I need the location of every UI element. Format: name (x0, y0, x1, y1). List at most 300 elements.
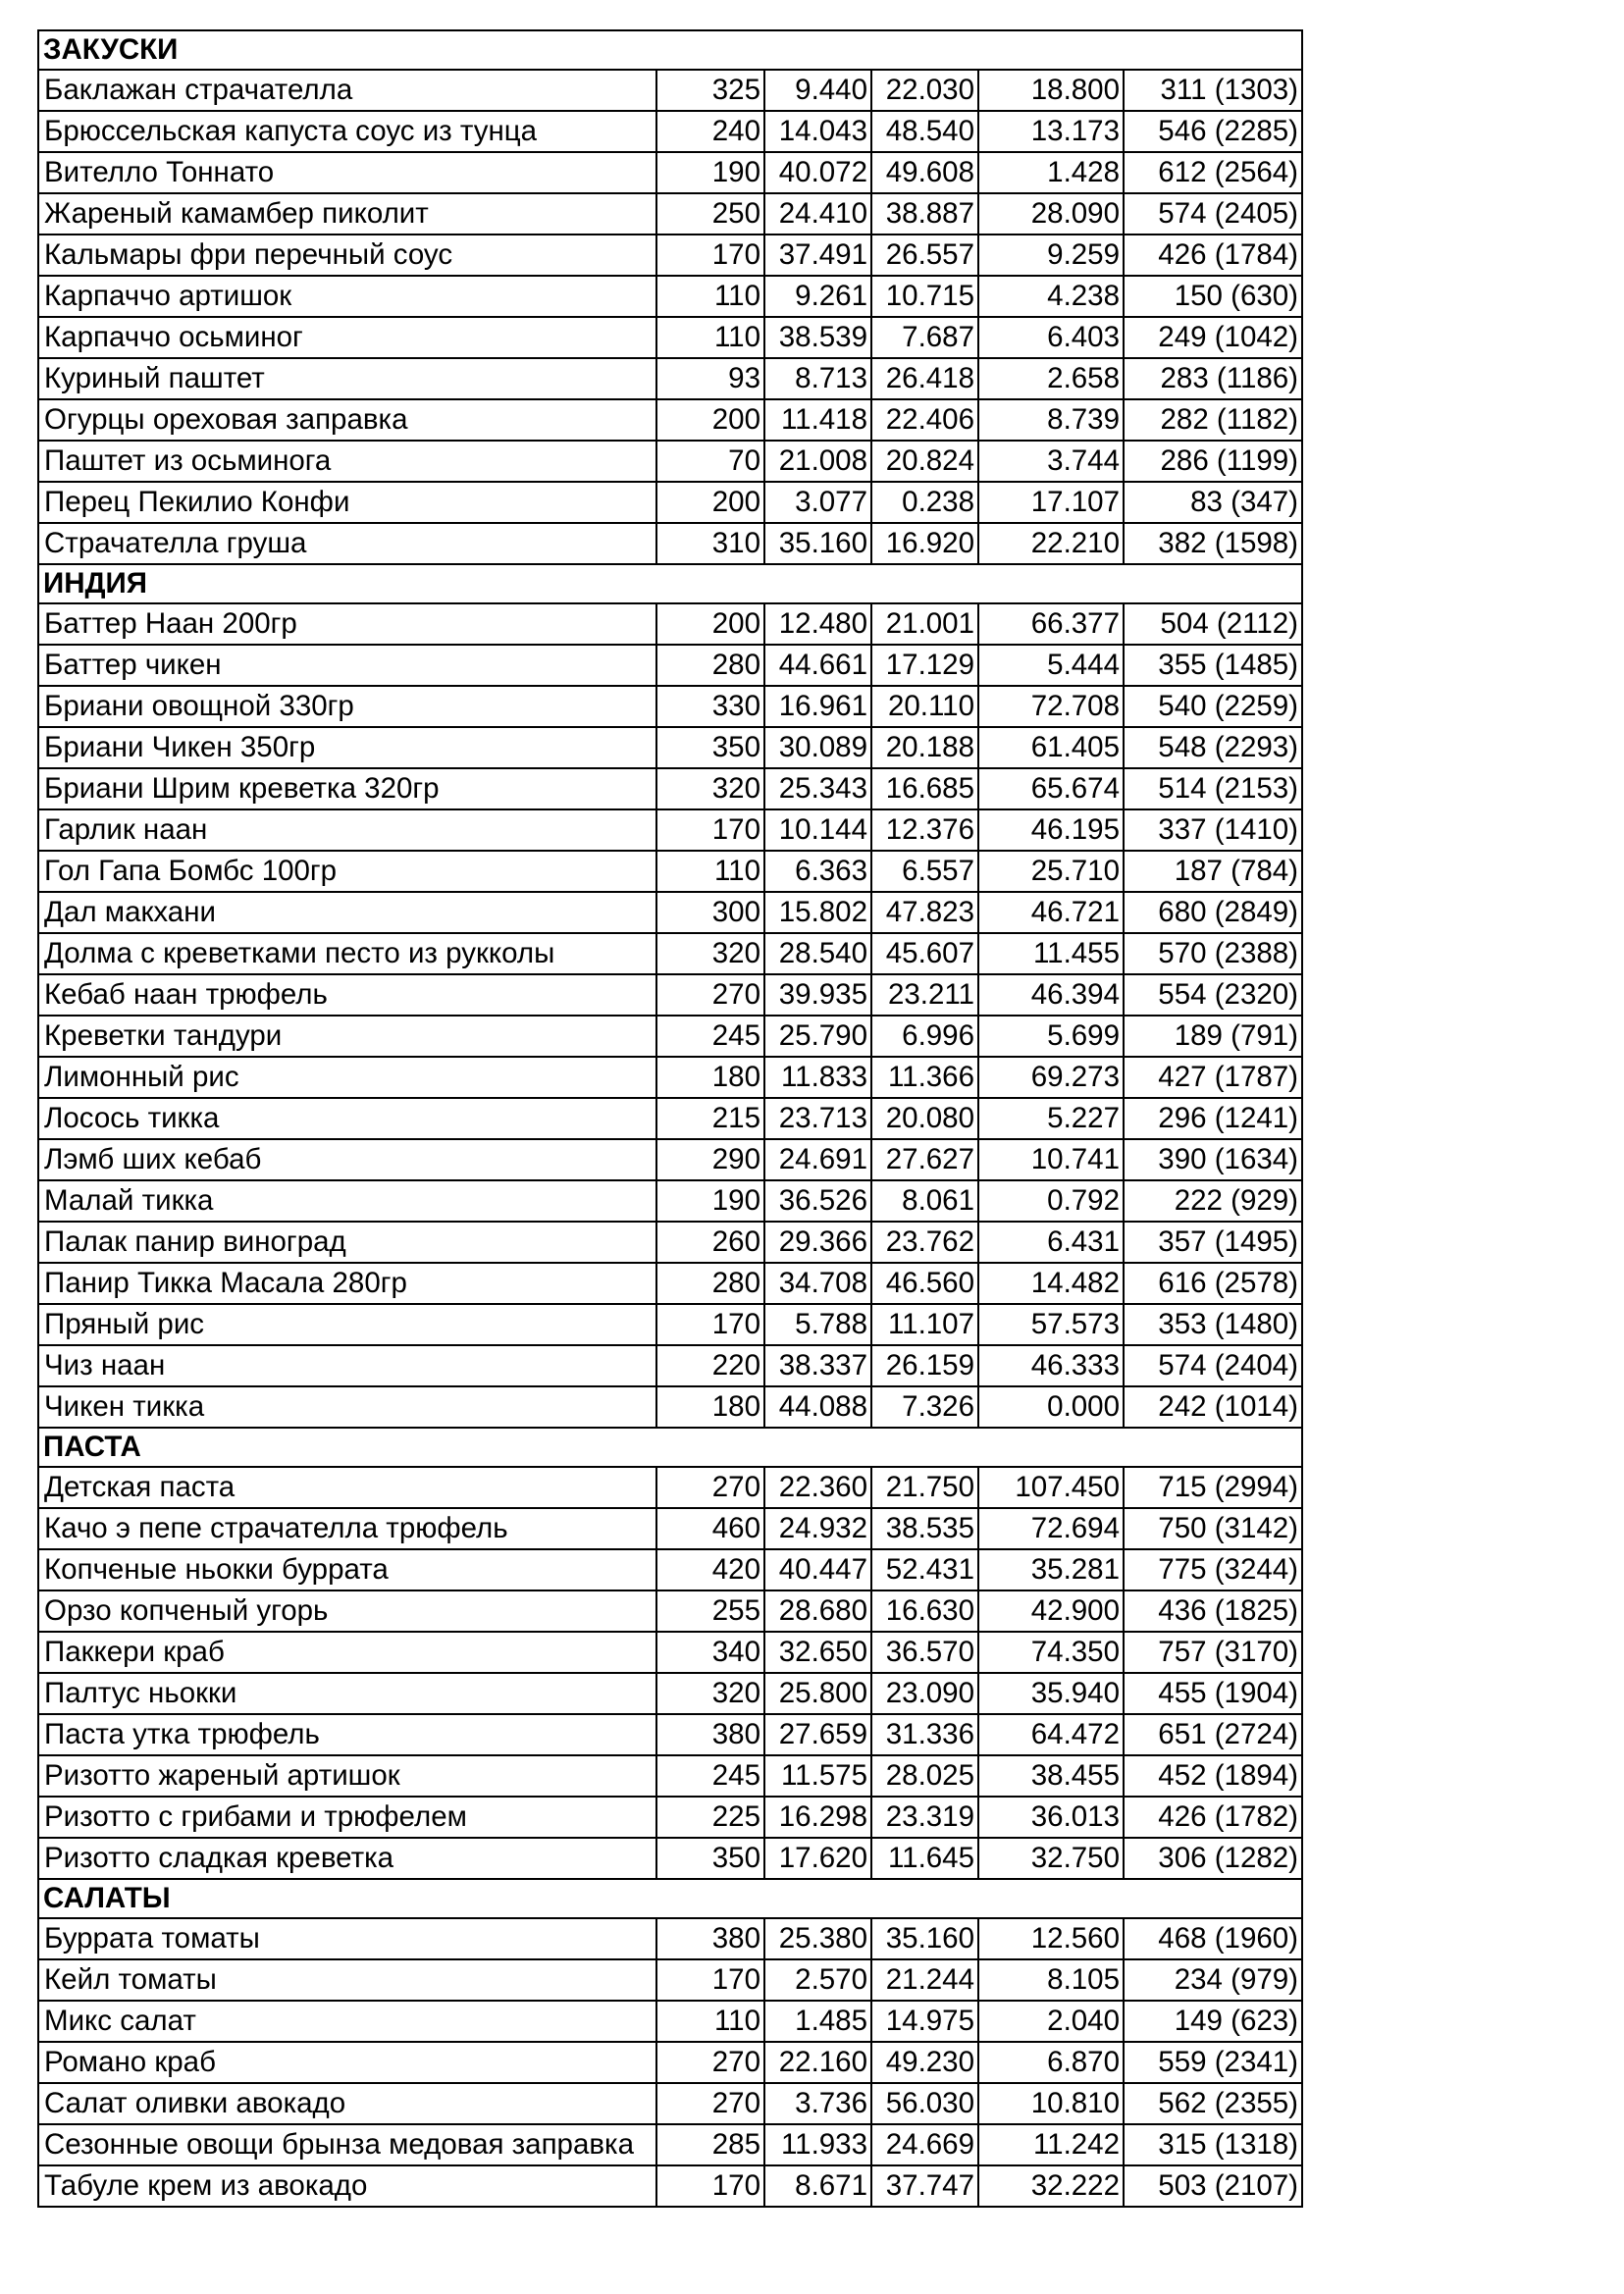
cell-carbs: 35.281 (978, 1549, 1124, 1590)
cell-protein: 25.343 (764, 768, 871, 809)
cell-name: Бриани Шрим креветка 320гр (38, 768, 656, 809)
cell-carbs: 13.173 (978, 111, 1124, 152)
table-row (38, 317, 1302, 358)
cell-name: Лэмб ших кебаб (38, 1139, 656, 1180)
cell-name: Баклажан страчателла (38, 70, 656, 111)
cell-kcal: 83 (347) (1124, 482, 1302, 523)
cell-kcal: 757 (3170) (1124, 1632, 1302, 1673)
cell-fat: 8.061 (871, 1180, 978, 1222)
cell-protein: 24.932 (764, 1508, 871, 1549)
cell-fat: 23.762 (871, 1222, 978, 1263)
cell-protein: 12.480 (764, 603, 871, 645)
table-row (38, 2001, 1302, 2042)
cell-weight: 350 (656, 727, 764, 768)
cell-protein: 28.540 (764, 933, 871, 974)
cell-carbs: 0.792 (978, 1180, 1124, 1222)
cell-weight: 110 (656, 851, 764, 892)
cell-name: Перец Пекилио Конфи (38, 482, 656, 523)
cell-fat: 26.418 (871, 358, 978, 399)
cell-name: Орзо копченый угорь (38, 1590, 656, 1632)
cell-name: Баттер чикен (38, 645, 656, 686)
cell-fat: 46.560 (871, 1263, 978, 1304)
cell-protein: 3.736 (764, 2083, 871, 2124)
table-row (38, 1632, 1302, 1673)
section-title: ЗАКУСКИ (38, 30, 1302, 70)
cell-fat: 21.750 (871, 1467, 978, 1508)
cell-fat: 27.627 (871, 1139, 978, 1180)
table-row (38, 768, 1302, 809)
table-row (38, 152, 1302, 193)
cell-kcal: 296 (1241) (1124, 1098, 1302, 1139)
cell-fat: 22.030 (871, 70, 978, 111)
cell-carbs: 2.658 (978, 358, 1124, 399)
cell-kcal: 436 (1825) (1124, 1590, 1302, 1632)
cell-kcal: 548 (2293) (1124, 727, 1302, 768)
table-row (38, 851, 1302, 892)
cell-name: Детская паста (38, 1467, 656, 1508)
cell-carbs: 6.403 (978, 317, 1124, 358)
cell-protein: 3.077 (764, 482, 871, 523)
cell-weight: 320 (656, 768, 764, 809)
table-row (38, 1016, 1302, 1057)
table-row (38, 399, 1302, 441)
table-row (38, 523, 1302, 564)
cell-name: Гол Гапа Бомбс 100гр (38, 851, 656, 892)
cell-carbs: 28.090 (978, 193, 1124, 235)
table-row (38, 1590, 1302, 1632)
cell-carbs: 5.227 (978, 1098, 1124, 1139)
cell-weight: 190 (656, 152, 764, 193)
cell-carbs: 35.940 (978, 1673, 1124, 1714)
cell-protein: 21.008 (764, 441, 871, 482)
cell-name: Баттер Наан 200гр (38, 603, 656, 645)
table-row (38, 1263, 1302, 1304)
cell-kcal: 283 (1186) (1124, 358, 1302, 399)
cell-name: Креветки тандури (38, 1016, 656, 1057)
cell-weight: 260 (656, 1222, 764, 1263)
cell-fat: 7.326 (871, 1386, 978, 1428)
cell-protein: 24.410 (764, 193, 871, 235)
cell-kcal: 242 (1014) (1124, 1386, 1302, 1428)
cell-carbs: 72.708 (978, 686, 1124, 727)
section-header-row (38, 564, 1302, 603)
cell-carbs: 66.377 (978, 603, 1124, 645)
cell-kcal: 357 (1495) (1124, 1222, 1302, 1263)
cell-name: Паштет из осьминога (38, 441, 656, 482)
cell-carbs: 18.800 (978, 70, 1124, 111)
cell-name: Огурцы ореховая заправка (38, 399, 656, 441)
cell-weight: 310 (656, 523, 764, 564)
cell-fat: 16.920 (871, 523, 978, 564)
cell-kcal: 390 (1634) (1124, 1139, 1302, 1180)
cell-weight: 225 (656, 1797, 764, 1838)
cell-kcal: 540 (2259) (1124, 686, 1302, 727)
cell-kcal: 546 (2285) (1124, 111, 1302, 152)
cell-weight: 215 (656, 1098, 764, 1139)
cell-carbs: 5.444 (978, 645, 1124, 686)
table-row (38, 1180, 1302, 1222)
cell-carbs: 32.222 (978, 2165, 1124, 2207)
cell-name: Кейл томаты (38, 1959, 656, 2001)
table-row (38, 1345, 1302, 1386)
cell-fat: 21.244 (871, 1959, 978, 2001)
cell-kcal: 750 (3142) (1124, 1508, 1302, 1549)
table-row (38, 2042, 1302, 2083)
cell-protein: 44.661 (764, 645, 871, 686)
table-row (38, 70, 1302, 111)
cell-carbs: 8.739 (978, 399, 1124, 441)
cell-protein: 16.961 (764, 686, 871, 727)
cell-name: Палак панир виноград (38, 1222, 656, 1263)
table-row (38, 1755, 1302, 1797)
cell-fat: 28.025 (871, 1755, 978, 1797)
cell-name: Бриани Чикен 350гр (38, 727, 656, 768)
cell-protein: 44.088 (764, 1386, 871, 1428)
table-row (38, 1959, 1302, 2001)
cell-weight: 380 (656, 1918, 764, 1959)
cell-carbs: 69.273 (978, 1057, 1124, 1098)
cell-carbs: 6.431 (978, 1222, 1124, 1263)
cell-protein: 27.659 (764, 1714, 871, 1755)
nutrition-table (37, 29, 1303, 2208)
table-row (38, 193, 1302, 235)
cell-kcal: 570 (2388) (1124, 933, 1302, 974)
cell-fat: 0.238 (871, 482, 978, 523)
cell-fat: 16.630 (871, 1590, 978, 1632)
cell-protein: 25.380 (764, 1918, 871, 1959)
cell-kcal: 554 (2320) (1124, 974, 1302, 1016)
cell-carbs: 0.000 (978, 1386, 1124, 1428)
cell-weight: 180 (656, 1057, 764, 1098)
table-row (38, 892, 1302, 933)
cell-kcal: 452 (1894) (1124, 1755, 1302, 1797)
cell-weight: 110 (656, 317, 764, 358)
cell-kcal: 249 (1042) (1124, 317, 1302, 358)
cell-kcal: 680 (2849) (1124, 892, 1302, 933)
cell-protein: 17.620 (764, 1838, 871, 1879)
cell-kcal: 562 (2355) (1124, 2083, 1302, 2124)
cell-carbs: 32.750 (978, 1838, 1124, 1879)
cell-carbs: 46.394 (978, 974, 1124, 1016)
cell-name: Малай тикка (38, 1180, 656, 1222)
cell-fat: 49.230 (871, 2042, 978, 2083)
section-title: ПАСТА (38, 1428, 1302, 1467)
cell-fat: 52.431 (871, 1549, 978, 1590)
cell-fat: 14.975 (871, 2001, 978, 2042)
cell-name: Микс салат (38, 2001, 656, 2042)
cell-carbs: 46.195 (978, 809, 1124, 851)
cell-weight: 300 (656, 892, 764, 933)
cell-weight: 320 (656, 933, 764, 974)
table-row (38, 2083, 1302, 2124)
cell-carbs: 107.450 (978, 1467, 1124, 1508)
cell-name: Куриный паштет (38, 358, 656, 399)
cell-name: Дал макхани (38, 892, 656, 933)
cell-weight: 220 (656, 1345, 764, 1386)
cell-carbs: 11.242 (978, 2124, 1124, 2165)
cell-name: Буррата томаты (38, 1918, 656, 1959)
cell-carbs: 72.694 (978, 1508, 1124, 1549)
cell-name: Салат оливки авокадо (38, 2083, 656, 2124)
table-row (38, 1139, 1302, 1180)
cell-kcal: 455 (1904) (1124, 1673, 1302, 1714)
cell-protein: 11.833 (764, 1057, 871, 1098)
cell-weight: 70 (656, 441, 764, 482)
cell-weight: 320 (656, 1673, 764, 1714)
cell-carbs: 57.573 (978, 1304, 1124, 1345)
cell-protein: 35.160 (764, 523, 871, 564)
cell-fat: 31.336 (871, 1714, 978, 1755)
cell-carbs: 5.699 (978, 1016, 1124, 1057)
cell-protein: 29.366 (764, 1222, 871, 1263)
cell-protein: 38.337 (764, 1345, 871, 1386)
cell-kcal: 651 (2724) (1124, 1714, 1302, 1755)
cell-fat: 6.996 (871, 1016, 978, 1057)
cell-carbs: 74.350 (978, 1632, 1124, 1673)
cell-weight: 170 (656, 809, 764, 851)
cell-fat: 47.823 (871, 892, 978, 933)
cell-fat: 35.160 (871, 1918, 978, 1959)
cell-kcal: 149 (623) (1124, 2001, 1302, 2042)
table-row (38, 2124, 1302, 2165)
cell-carbs: 46.721 (978, 892, 1124, 933)
cell-name: Качо э пепе страчателла трюфель (38, 1508, 656, 1549)
cell-fat: 20.080 (871, 1098, 978, 1139)
cell-protein: 30.089 (764, 727, 871, 768)
table-row (38, 1098, 1302, 1139)
cell-protein: 22.160 (764, 2042, 871, 2083)
table-row (38, 1797, 1302, 1838)
cell-weight: 350 (656, 1838, 764, 1879)
cell-kcal: 382 (1598) (1124, 523, 1302, 564)
cell-weight: 270 (656, 2083, 764, 2124)
cell-fat: 11.107 (871, 1304, 978, 1345)
cell-fat: 16.685 (871, 768, 978, 809)
cell-fat: 20.188 (871, 727, 978, 768)
cell-kcal: 337 (1410) (1124, 809, 1302, 851)
cell-kcal: 222 (929) (1124, 1180, 1302, 1222)
cell-fat: 24.669 (871, 2124, 978, 2165)
cell-fat: 23.090 (871, 1673, 978, 1714)
cell-weight: 280 (656, 645, 764, 686)
cell-protein: 22.360 (764, 1467, 871, 1508)
cell-carbs: 25.710 (978, 851, 1124, 892)
table-row (38, 933, 1302, 974)
cell-kcal: 775 (3244) (1124, 1549, 1302, 1590)
cell-carbs: 4.238 (978, 276, 1124, 317)
cell-name: Ризотто жареный артишок (38, 1755, 656, 1797)
cell-name: Паккери краб (38, 1632, 656, 1673)
cell-fat: 23.319 (871, 1797, 978, 1838)
nutrition-table-body (38, 30, 1302, 2207)
cell-fat: 38.887 (871, 193, 978, 235)
cell-kcal: 306 (1282) (1124, 1838, 1302, 1879)
cell-fat: 48.540 (871, 111, 978, 152)
cell-kcal: 187 (784) (1124, 851, 1302, 892)
cell-name: Бриани овощной 330гр (38, 686, 656, 727)
cell-weight: 240 (656, 111, 764, 152)
cell-kcal: 234 (979) (1124, 1959, 1302, 2001)
cell-name: Ризотто сладкая креветка (38, 1838, 656, 1879)
cell-fat: 23.211 (871, 974, 978, 1016)
cell-protein: 9.261 (764, 276, 871, 317)
cell-name: Табуле крем из авокадо (38, 2165, 656, 2207)
cell-protein: 1.485 (764, 2001, 871, 2042)
cell-weight: 200 (656, 482, 764, 523)
cell-carbs: 17.107 (978, 482, 1124, 523)
cell-name: Гарлик наан (38, 809, 656, 851)
table-row (38, 1467, 1302, 1508)
cell-name: Копченые ньокки буррата (38, 1549, 656, 1590)
cell-weight: 170 (656, 1959, 764, 2001)
table-row (38, 603, 1302, 645)
cell-protein: 36.526 (764, 1180, 871, 1222)
cell-name: Кебаб наан трюфель (38, 974, 656, 1016)
cell-name: Карпаччо осьминог (38, 317, 656, 358)
table-row (38, 974, 1302, 1016)
section-title: ИНДИЯ (38, 564, 1302, 603)
cell-weight: 290 (656, 1139, 764, 1180)
cell-fat: 20.110 (871, 686, 978, 727)
cell-kcal: 282 (1182) (1124, 399, 1302, 441)
cell-protein: 9.440 (764, 70, 871, 111)
cell-protein: 37.491 (764, 235, 871, 276)
table-row (38, 276, 1302, 317)
cell-weight: 180 (656, 1386, 764, 1428)
cell-name: Карпаччо артишок (38, 276, 656, 317)
cell-kcal: 612 (2564) (1124, 152, 1302, 193)
cell-fat: 11.366 (871, 1057, 978, 1098)
cell-name: Чикен тикка (38, 1386, 656, 1428)
cell-carbs: 10.741 (978, 1139, 1124, 1180)
cell-kcal: 189 (791) (1124, 1016, 1302, 1057)
cell-weight: 170 (656, 1304, 764, 1345)
cell-carbs: 38.455 (978, 1755, 1124, 1797)
cell-weight: 110 (656, 2001, 764, 2042)
table-row (38, 358, 1302, 399)
cell-kcal: 504 (2112) (1124, 603, 1302, 645)
cell-weight: 93 (656, 358, 764, 399)
cell-kcal: 286 (1199) (1124, 441, 1302, 482)
cell-weight: 245 (656, 1016, 764, 1057)
cell-kcal: 559 (2341) (1124, 2042, 1302, 2083)
cell-carbs: 10.810 (978, 2083, 1124, 2124)
cell-protein: 15.802 (764, 892, 871, 933)
table-row (38, 441, 1302, 482)
cell-carbs: 8.105 (978, 1959, 1124, 2001)
table-row (38, 235, 1302, 276)
cell-fat: 49.608 (871, 152, 978, 193)
cell-fat: 38.535 (871, 1508, 978, 1549)
cell-weight: 170 (656, 2165, 764, 2207)
cell-kcal: 353 (1480) (1124, 1304, 1302, 1345)
cell-fat: 26.159 (871, 1345, 978, 1386)
cell-name: Панир Тикка Масала 280гр (38, 1263, 656, 1304)
cell-name: Лосось тикка (38, 1098, 656, 1139)
cell-fat: 56.030 (871, 2083, 978, 2124)
cell-weight: 200 (656, 399, 764, 441)
cell-protein: 32.650 (764, 1632, 871, 1673)
cell-fat: 21.001 (871, 603, 978, 645)
cell-weight: 330 (656, 686, 764, 727)
cell-kcal: 427 (1787) (1124, 1057, 1302, 1098)
cell-protein: 5.788 (764, 1304, 871, 1345)
cell-fat: 45.607 (871, 933, 978, 974)
table-row (38, 645, 1302, 686)
cell-fat: 6.557 (871, 851, 978, 892)
cell-carbs: 61.405 (978, 727, 1124, 768)
cell-kcal: 355 (1485) (1124, 645, 1302, 686)
cell-name: Жареный камамбер пиколит (38, 193, 656, 235)
cell-protein: 39.935 (764, 974, 871, 1016)
cell-weight: 245 (656, 1755, 764, 1797)
cell-protein: 8.713 (764, 358, 871, 399)
cell-weight: 190 (656, 1180, 764, 1222)
cell-carbs: 1.428 (978, 152, 1124, 193)
cell-kcal: 514 (2153) (1124, 768, 1302, 809)
cell-protein: 2.570 (764, 1959, 871, 2001)
table-row (38, 1304, 1302, 1345)
table-row (38, 1549, 1302, 1590)
table-row (38, 1386, 1302, 1428)
cell-name: Паста утка трюфель (38, 1714, 656, 1755)
cell-weight: 340 (656, 1632, 764, 1673)
table-row (38, 727, 1302, 768)
cell-weight: 250 (656, 193, 764, 235)
cell-name: Пряный рис (38, 1304, 656, 1345)
cell-carbs: 22.210 (978, 523, 1124, 564)
table-row (38, 1508, 1302, 1549)
cell-kcal: 311 (1303) (1124, 70, 1302, 111)
section-header-row (38, 30, 1302, 70)
cell-protein: 11.418 (764, 399, 871, 441)
cell-carbs: 14.482 (978, 1263, 1124, 1304)
cell-protein: 11.575 (764, 1755, 871, 1797)
cell-fat: 11.645 (871, 1838, 978, 1879)
cell-protein: 40.072 (764, 152, 871, 193)
cell-protein: 25.790 (764, 1016, 871, 1057)
cell-name: Сезонные овощи брынза медовая заправка (38, 2124, 656, 2165)
cell-name: Ризотто с грибами и трюфелем (38, 1797, 656, 1838)
cell-name: Долма с креветками песто из рукколы (38, 933, 656, 974)
cell-weight: 170 (656, 235, 764, 276)
cell-kcal: 574 (2404) (1124, 1345, 1302, 1386)
cell-kcal: 315 (1318) (1124, 2124, 1302, 2165)
cell-weight: 280 (656, 1263, 764, 1304)
cell-carbs: 64.472 (978, 1714, 1124, 1755)
cell-carbs: 12.560 (978, 1918, 1124, 1959)
table-row (38, 1714, 1302, 1755)
cell-kcal: 468 (1960) (1124, 1918, 1302, 1959)
cell-carbs: 11.455 (978, 933, 1124, 974)
cell-fat: 7.687 (871, 317, 978, 358)
cell-kcal: 426 (1784) (1124, 235, 1302, 276)
cell-kcal: 426 (1782) (1124, 1797, 1302, 1838)
cell-protein: 11.933 (764, 2124, 871, 2165)
cell-name: Чиз наан (38, 1345, 656, 1386)
cell-weight: 270 (656, 2042, 764, 2083)
cell-name: Палтус ньокки (38, 1673, 656, 1714)
cell-weight: 325 (656, 70, 764, 111)
cell-name: Брюссельская капуста соус из тунца (38, 111, 656, 152)
cell-weight: 270 (656, 1467, 764, 1508)
cell-kcal: 150 (630) (1124, 276, 1302, 317)
cell-weight: 270 (656, 974, 764, 1016)
cell-weight: 460 (656, 1508, 764, 1549)
section-title: САЛАТЫ (38, 1879, 1302, 1918)
cell-fat: 36.570 (871, 1632, 978, 1673)
table-row (38, 482, 1302, 523)
